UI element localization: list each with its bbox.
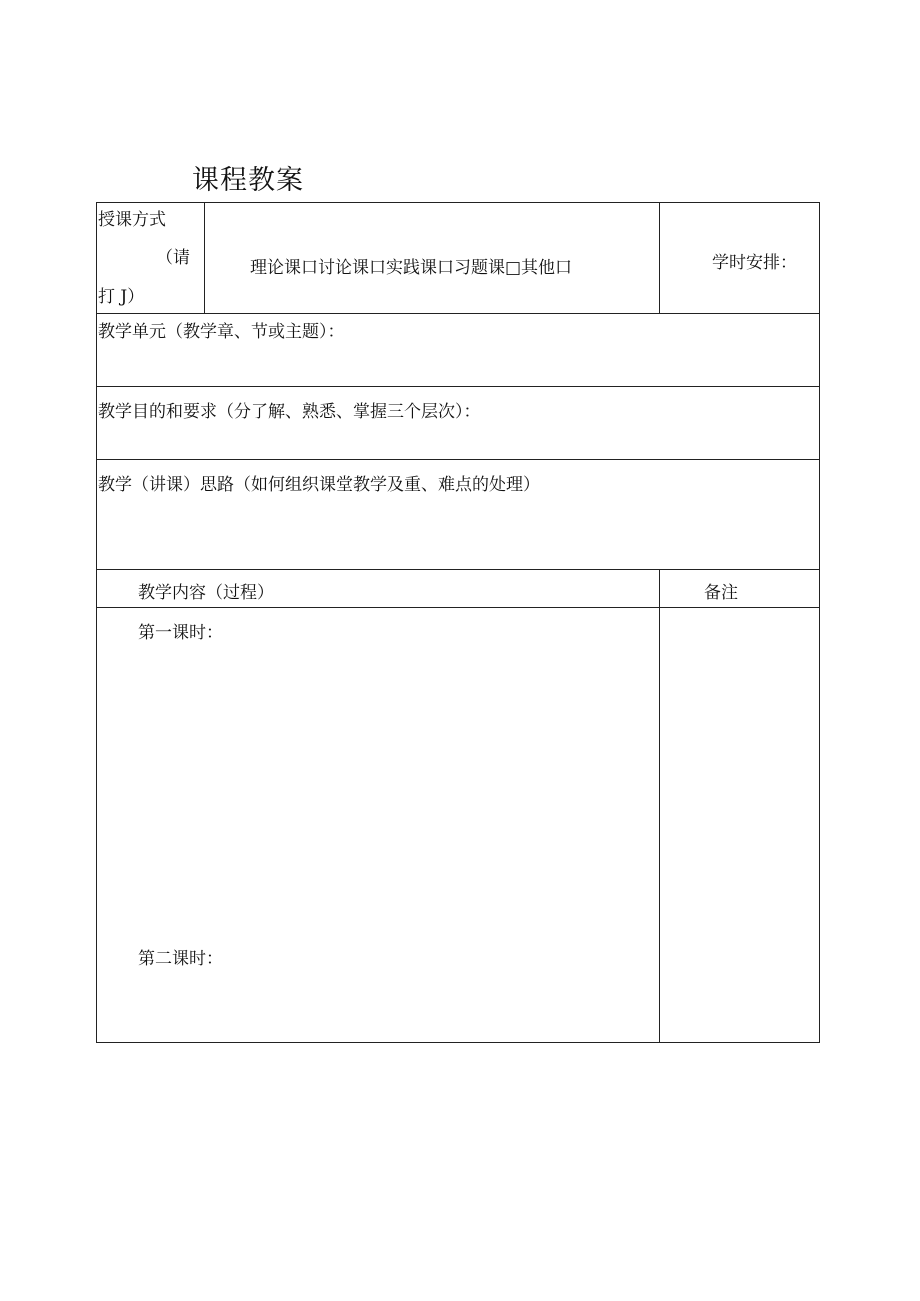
row-divider: [96, 569, 820, 570]
row-divider: [96, 607, 820, 608]
class-hours-label: 学时安排：: [712, 253, 797, 273]
page-title: 课程教案: [192, 165, 304, 196]
teaching-content-header: 教学内容（过程）: [138, 583, 274, 603]
remarks-header: 备注: [704, 583, 738, 603]
teaching-unit-label: 教学单元（教学章、节或主题）：: [98, 322, 345, 342]
table-border-right: [819, 202, 820, 1043]
teaching-mode-options[interactable]: 理论课口讨论课口实践课口习题课□其他口: [250, 258, 573, 278]
table-border-left: [96, 202, 97, 1043]
column-divider: [659, 569, 660, 1043]
teaching-mode-label-mark: 打 J）: [98, 287, 145, 307]
period-two-label: 第二课时：: [138, 949, 223, 969]
teaching-mode-label: 授课方式: [98, 210, 166, 230]
column-divider: [659, 202, 660, 313]
row-divider: [96, 386, 820, 387]
period-one-label: 第一课时：: [138, 623, 223, 643]
teaching-approach-label: 教学（讲课）思路（如何组织课堂教学及重、难点的处理）: [98, 475, 540, 495]
row-divider: [96, 313, 820, 314]
lesson-plan-table: [96, 202, 820, 1043]
column-divider: [204, 202, 205, 313]
table-border-bottom: [96, 1042, 820, 1043]
row-divider: [96, 459, 820, 460]
teaching-mode-label-hint: （请: [156, 248, 190, 268]
objectives-label: 教学目的和要求（分了解、熟悉、掌握三个层次）：: [98, 402, 481, 422]
